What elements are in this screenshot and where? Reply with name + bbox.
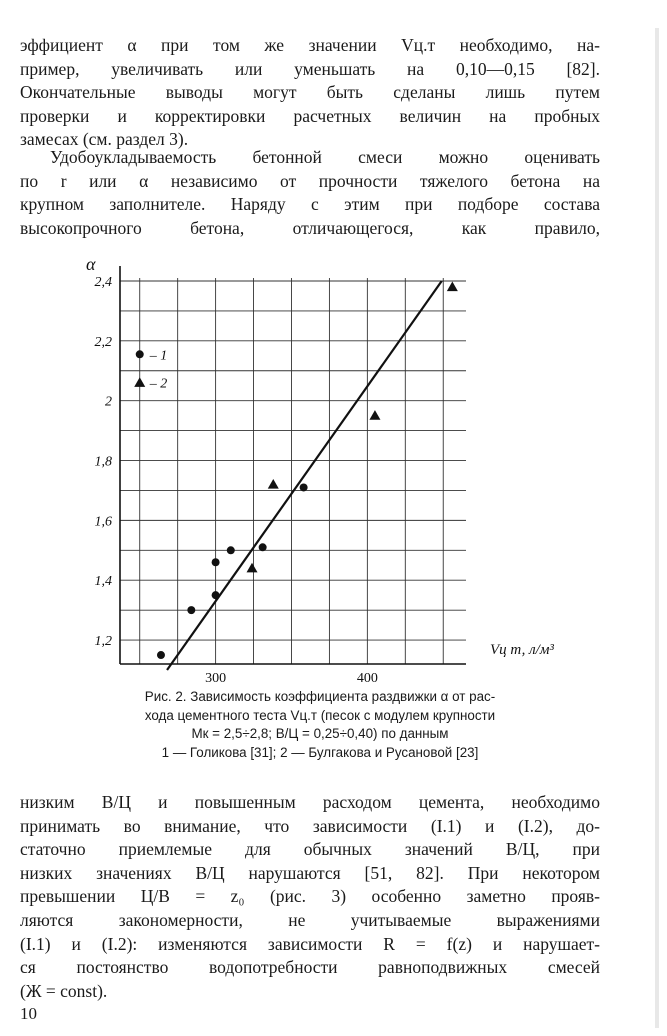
y-tick-label: 2,2 bbox=[94, 334, 112, 350]
text-line: высокопрочного бетона, отличающегося, как правило, bbox=[20, 217, 600, 238]
legend-label: – 1 bbox=[149, 348, 168, 364]
text-line: принимать во внимание, что зависимости (I.1) и (I.2), до- bbox=[20, 815, 600, 836]
text-line: ся постоянство водопотребности равноподвижных смесей bbox=[20, 957, 600, 978]
figure-2 bbox=[60, 248, 620, 688]
y-tick-label: 1,2 bbox=[94, 634, 112, 650]
text-line: проверки и корректировки расчетных величин на пробных bbox=[20, 105, 600, 126]
y-axis-label: α bbox=[86, 254, 96, 274]
page-edge bbox=[655, 28, 659, 1028]
data-point-circle bbox=[212, 558, 220, 566]
text-line: Удобоукладываемость бетонной смеси можно оценивать bbox=[50, 147, 600, 167]
data-point-triangle bbox=[268, 479, 279, 489]
caption-line: Рис. 2. Зависимость коэффициента раздвижки α от рас- bbox=[144, 689, 496, 704]
data-point-circle bbox=[187, 606, 195, 614]
text-line: превышении Ц/В = z₀ (рис. 3) особенно заметно прояв- bbox=[20, 886, 600, 907]
caption-line: хода цементного теста Vц.т (песок с модулем крупности bbox=[144, 707, 496, 723]
y-tick-label: 1,4 bbox=[94, 574, 112, 590]
text-line: по r или α независимо от прочности тяжелого бетона на bbox=[20, 170, 600, 191]
text-line: ляются закономерности, не учитываемые выражениями bbox=[20, 909, 600, 930]
text-line: эффициент α при том же значении Vц.т необходимо, на- bbox=[20, 35, 600, 55]
text-line: пример, увеличивать или уменьшать на 0,10—0,15 [82]. bbox=[20, 58, 600, 79]
data-point-triangle bbox=[247, 563, 258, 573]
data-point-triangle bbox=[369, 410, 380, 420]
paragraph-top bbox=[20, 34, 600, 152]
text-line: низким В/Ц и повышенным расходом цемента, необходимо bbox=[20, 792, 600, 812]
text-line: замесах (см. раздел 3). bbox=[20, 129, 189, 150]
y-tick-label: 1,8 bbox=[94, 454, 112, 470]
paragraph-middle bbox=[20, 146, 600, 240]
text-line: статочно приемлемые для обычных значений В/Ц, при bbox=[20, 839, 600, 860]
y-tick-label: 1,6 bbox=[94, 514, 112, 530]
x-tick-label: 400 bbox=[356, 671, 378, 686]
y-tick-label: 2,4 bbox=[94, 274, 112, 290]
legend-marker-circle bbox=[136, 350, 144, 358]
trend-line bbox=[167, 281, 442, 670]
page-number: 10 bbox=[20, 1004, 37, 1023]
x-axis-label: Vц т, л/м³ bbox=[490, 642, 554, 658]
caption-line: 1 — Голикова [31]; 2 — Булгакова и Русановой [23] bbox=[161, 744, 479, 760]
text-line: Окончательные выводы могут быть сделаны лишь путем bbox=[20, 82, 600, 103]
caption-line: Mк = 2,5÷2,8; В/Ц = 0,25÷0,40) по данным bbox=[191, 726, 449, 741]
data-point-triangle bbox=[447, 281, 458, 291]
x-tick-label: 300 bbox=[205, 671, 227, 686]
text-line: низких значениях В/Ц нарушаются [51, 82]. При некотором bbox=[20, 862, 600, 883]
legend-marker-triangle bbox=[134, 377, 145, 387]
data-point-circle bbox=[300, 483, 308, 491]
data-point-circle bbox=[259, 543, 267, 551]
text-line: (Ж = const). bbox=[20, 980, 108, 1001]
scatter-chart bbox=[60, 248, 620, 688]
data-point-circle bbox=[157, 651, 165, 659]
text-line: крупном заполнителе. Наряду с этим при подборе состава bbox=[20, 194, 600, 215]
y-tick-label: 2 bbox=[105, 394, 112, 410]
data-point-circle bbox=[212, 591, 220, 599]
text-line: (I.1) и (I.2): изменяются зависимости R = f(z) и нарушает- bbox=[20, 933, 600, 954]
data-point-circle bbox=[227, 546, 235, 554]
paragraph-bottom bbox=[20, 791, 600, 1003]
legend-label: – 2 bbox=[149, 376, 168, 392]
figure-caption bbox=[70, 688, 570, 762]
